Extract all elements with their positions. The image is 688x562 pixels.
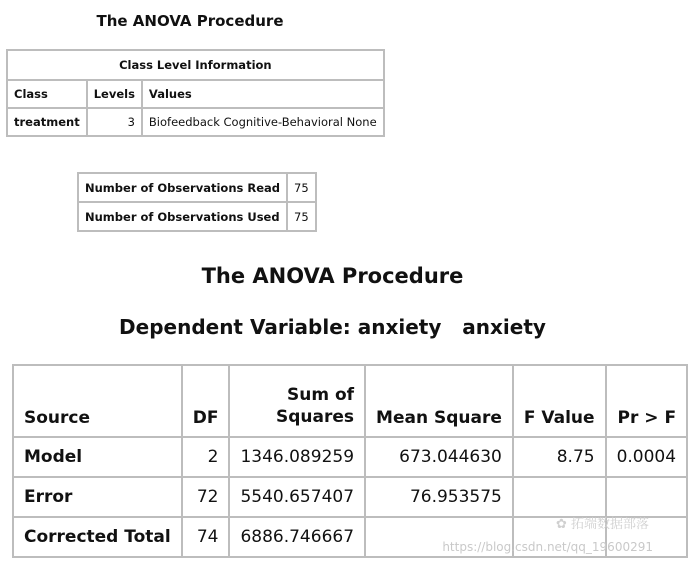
df-cell: 72	[182, 477, 230, 517]
levels-cell: 3	[87, 108, 142, 136]
source-cell: Error	[13, 477, 182, 517]
watermark-url: https://blog.csdn.net/qq_19600291	[442, 540, 653, 554]
table-row	[13, 477, 687, 517]
source-header: Source	[13, 365, 182, 437]
wechat-icon: ✿	[555, 517, 567, 532]
class-cell: treatment	[7, 108, 87, 136]
ss-cell: 6886.746667	[229, 517, 365, 557]
ms-cell: 76.953575	[365, 477, 513, 517]
values-cell: Biofeedback Cognitive-Behavioral None	[142, 108, 384, 136]
mean-square-header: Mean Square	[365, 365, 513, 437]
p-cell: 0.0004	[606, 437, 687, 477]
dependent-variable-title: Dependent Variable: anxiety anxiety	[119, 315, 546, 339]
f-cell: 8.75	[513, 437, 606, 477]
class-header: Class	[7, 80, 87, 108]
f-value-header: F Value	[513, 365, 606, 437]
values-header: Values	[142, 80, 384, 108]
obs-read-value: 75	[287, 173, 316, 202]
source-cell: Model	[13, 437, 182, 477]
df-header: DF	[182, 365, 230, 437]
f-cell	[513, 477, 606, 517]
class-level-table	[6, 49, 385, 137]
df-cell: 74	[182, 517, 230, 557]
sum-of-squares-header: Sum of Squares	[229, 365, 365, 437]
top-title: The ANOVA Procedure	[96, 12, 284, 30]
p-value-header: Pr > F	[606, 365, 687, 437]
obs-used-value: 75	[287, 202, 316, 231]
df-cell: 2	[182, 437, 230, 477]
p-cell	[606, 477, 687, 517]
watermark-brand	[556, 513, 649, 532]
class-table-caption: Class Level Information	[7, 50, 384, 80]
obs-used-label: Number of Observations Used	[78, 202, 287, 231]
main-title: The ANOVA Procedure	[201, 264, 464, 288]
watermark-brand-text: 拓端数据部落	[570, 517, 649, 532]
table-row	[13, 437, 687, 477]
levels-header: Levels	[87, 80, 142, 108]
observations-table	[77, 172, 317, 232]
ss-cell: 1346.089259	[229, 437, 365, 477]
source-cell: Corrected Total	[13, 517, 182, 557]
ss-cell: 5540.657407	[229, 477, 365, 517]
ms-cell: 673.044630	[365, 437, 513, 477]
obs-read-label: Number of Observations Read	[78, 173, 287, 202]
